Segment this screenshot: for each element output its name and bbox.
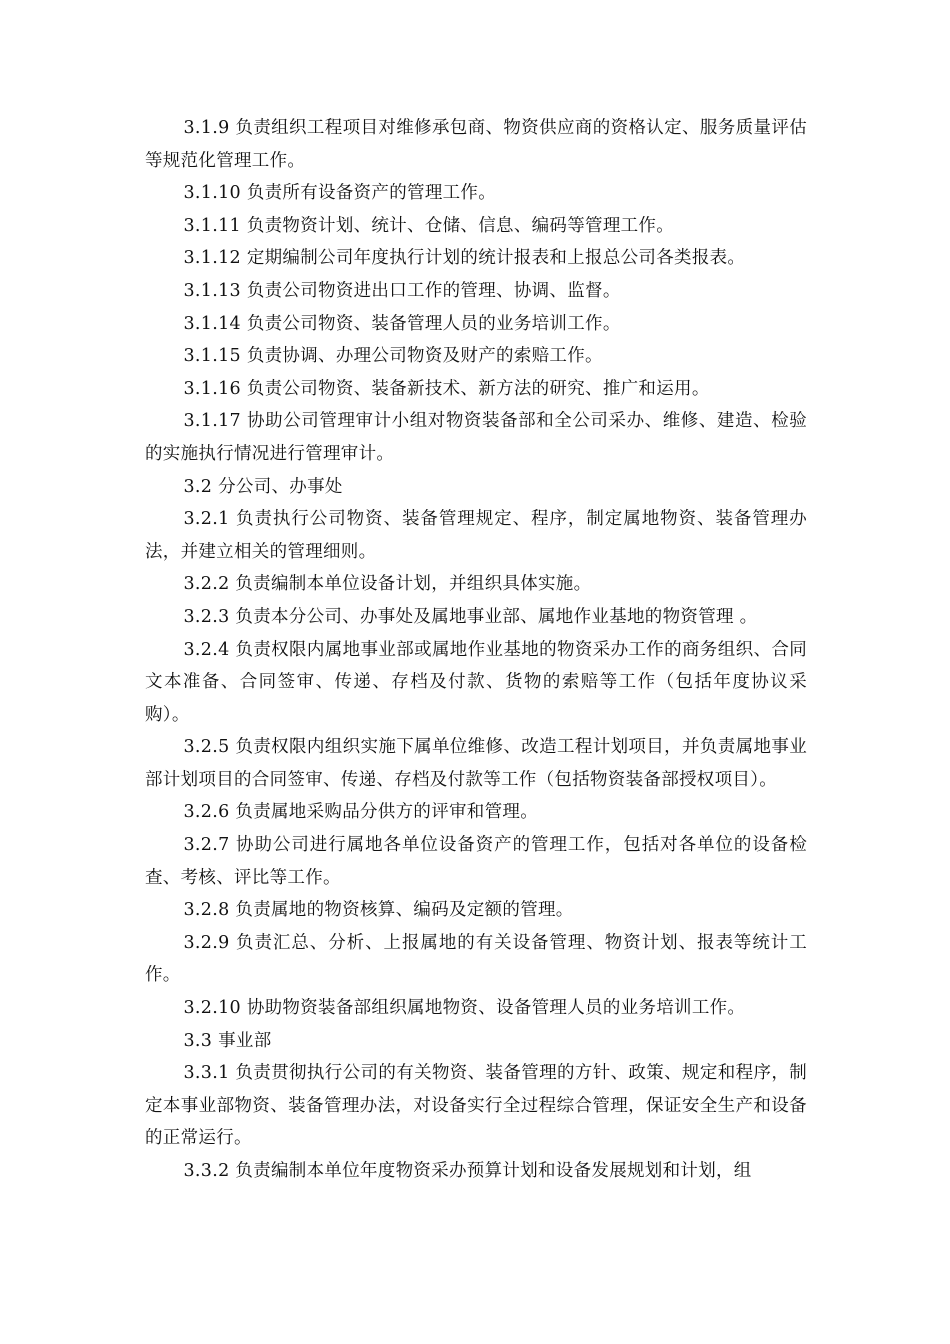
- paragraph-3-1-12: 3.1.12 定期编制公司年度执行计划的统计报表和上报总公司各类报表。: [183, 248, 746, 269]
- paragraph-3-1-17: 3.1.17 协助公司管理审计小组对物资装备部和全公司采办、维修、建造、检验的实施执行情况进行管理审计。: [145, 411, 807, 464]
- paragraph-3-2-5: 3.2.5 负责权限内组织实施下属单位维修、改造工程计划项目，并负责属地事业部计划项目的合同签审、传递、存档及付款等工作（包括物资装备部授权项目）。: [145, 737, 807, 790]
- section-heading-3-2: 3.2 分公司、办事处: [183, 476, 343, 497]
- paragraph-3-2-6: 3.2.6 负责属地采购品分供方的评审和管理。: [183, 802, 538, 823]
- document-body: [145, 112, 807, 1188]
- paragraph-3-2-2: 3.2.2 负责编制本单位设备计划，并组织具体实施。: [183, 574, 592, 595]
- paragraph-3-1-13: 3.1.13 负责公司物资进出口工作的管理、协调、监督。: [183, 280, 621, 301]
- paragraph-3-1-15: 3.1.15 负责协调、办理公司物资及财产的索赔工作。: [183, 346, 603, 367]
- section-heading-3-3: 3.3 事业部: [183, 1030, 272, 1051]
- paragraph-3-2-7: 3.2.7 协助公司进行属地各单位设备资产的管理工作，包括对各单位的设备检查、考核、评比等工作。: [145, 835, 807, 888]
- paragraph-3-2-3: 3.2.3 负责本分公司、办事处及属地事业部、属地作业基地的物资管理 。: [183, 606, 758, 627]
- paragraph-3-3-1: 3.3.1 负责贯彻执行公司的有关物资、装备管理的方针、政策、规定和程序，制定本事业部物资、装备管理办法，对设备实行全过程综合管理，保证安全生产和设备的正常运行。: [145, 1063, 807, 1149]
- paragraph-3-1-16: 3.1.16 负责公司物资、装备新技术、新方法的研究、推广和运用。: [183, 378, 710, 399]
- paragraph-3-1-10: 3.1.10 负责所有设备资产的管理工作。: [183, 183, 497, 204]
- paragraph-3-3-2: 3.3.2 负责编制本单位年度物资采办预算计划和设备发展规划和计划，组: [183, 1161, 752, 1181]
- paragraph-3-2-4: 3.2.4 负责权限内属地事业部或属地作业基地的物资采办工作的商务组织、合同文本准备、合同签审、传递、存档及付款、货物的索赔等工作（包括年度协议采购）。: [145, 639, 807, 725]
- paragraph-3-2-8: 3.2.8 负责属地的物资核算、编码及定额的管理。: [183, 900, 574, 921]
- paragraph-3-1-14: 3.1.14 负责公司物资、装备管理人员的业务培训工作。: [183, 313, 621, 334]
- paragraph-3-1-11: 3.1.11 负责物资计划、统计、仓储、信息、编码等管理工作。: [183, 215, 675, 236]
- paragraph-3-1-9: 3.1.9 负责组织工程项目对维修承包商、物资供应商的资格认定、服务质量评估等规范化管理工作。: [145, 118, 807, 171]
- paragraph-3-2-9: 3.2.9 负责汇总、分析、上报属地的有关设备管理、物资计划、报表等统计工作。: [145, 932, 807, 986]
- paragraph-3-2-10: 3.2.10 协助物资装备部组织属地物资、设备管理人员的业务培训工作。: [183, 998, 746, 1019]
- paragraph-3-2-1: 3.2.1 负责执行公司物资、装备管理规定、程序，制定属地物资、装备管理办法，并建立相关的管理细则。: [145, 509, 807, 562]
